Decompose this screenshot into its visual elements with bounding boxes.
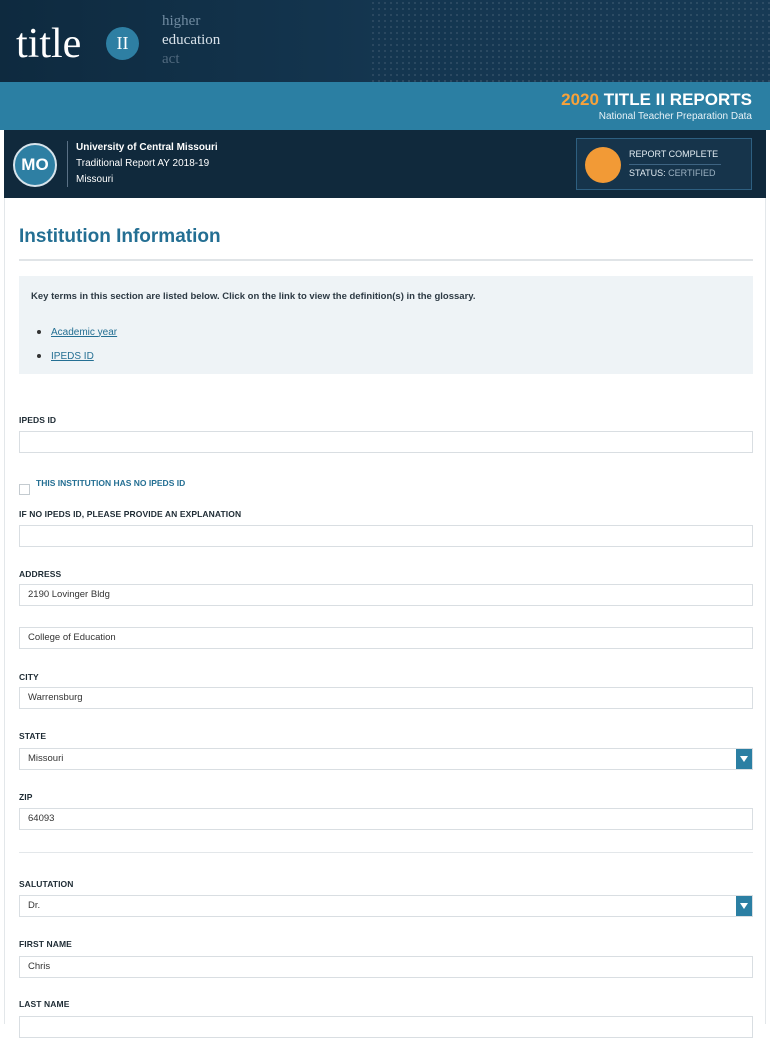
- academic-year-link[interactable]: Academic year: [51, 326, 118, 338]
- first-name-input[interactable]: Chris: [19, 956, 753, 978]
- reports-title-text: TITLE II REPORTS: [603, 90, 752, 109]
- no-ipeds-label: THIS INSTITUTION HAS NO IPEDS ID: [36, 478, 186, 488]
- first-name-label: FIRST NAME: [19, 939, 72, 949]
- main-content: [4, 198, 766, 1024]
- logo-word: title: [16, 21, 82, 67]
- glossary-links: [37, 320, 117, 368]
- divider: [67, 141, 68, 187]
- chevron-down-icon[interactable]: [736, 896, 752, 916]
- glossary-info-box: [19, 276, 753, 374]
- status-value: CERTIFIED: [668, 168, 716, 178]
- report-status-box: [576, 138, 752, 190]
- logo-line-1: higher: [162, 13, 201, 29]
- status-indicator-icon: [585, 147, 621, 183]
- logo-text: [162, 12, 220, 69]
- state-label: STATE: [19, 731, 47, 741]
- reports-title: [561, 90, 752, 110]
- institution-bar: [4, 130, 766, 198]
- list-item: [37, 344, 117, 368]
- reports-subtitle: National Teacher Preparation Data: [598, 111, 752, 122]
- salutation-label: SALUTATION: [19, 879, 74, 889]
- logo-line-3: act: [162, 51, 180, 67]
- state-badge: MO: [13, 143, 57, 187]
- address-line-2-input[interactable]: College of Education: [19, 627, 753, 649]
- no-ipeds-checkbox[interactable]: [19, 484, 30, 495]
- zip-input[interactable]: 64093: [19, 808, 753, 830]
- state-select[interactable]: [19, 748, 753, 770]
- status-label: STATUS:: [629, 168, 669, 178]
- bullet-icon: [37, 354, 41, 358]
- city-input[interactable]: Warrensburg: [19, 687, 753, 709]
- reports-year: 2020: [561, 90, 599, 109]
- title-divider: [19, 259, 753, 261]
- logo-line-2: education: [162, 32, 221, 48]
- explanation-input[interactable]: [19, 525, 753, 547]
- salutation-select[interactable]: [19, 895, 753, 917]
- zip-label: ZIP: [19, 792, 33, 802]
- ipeds-id-input[interactable]: [19, 431, 753, 453]
- glossary-info-text: Key terms in this section are listed below. Click on the link to view the definition(s) in the glossary.: [31, 291, 476, 302]
- top-banner: [0, 0, 770, 82]
- chevron-down-icon[interactable]: [736, 749, 752, 769]
- salutation-select-value: Dr.: [28, 900, 41, 911]
- logo-numeral-badge: II: [106, 27, 139, 60]
- report-type: Traditional Report AY 2018-19: [76, 158, 210, 169]
- last-name-label: LAST NAME: [19, 999, 70, 1009]
- city-label: CITY: [19, 672, 39, 682]
- section-divider: [19, 852, 753, 853]
- last-name-input[interactable]: [19, 1016, 753, 1038]
- state-select-value: Missouri: [28, 753, 64, 764]
- address-label: ADDRESS: [19, 569, 62, 579]
- explanation-label: IF NO IPEDS ID, PLEASE PROVIDE AN EXPLANATION: [19, 509, 242, 519]
- status-text: [629, 168, 716, 178]
- banner-pattern: [370, 0, 770, 82]
- bullet-icon: [37, 330, 41, 334]
- ipeds-id-link[interactable]: IPEDS ID: [51, 350, 94, 362]
- institution-details: [76, 140, 218, 188]
- institution-name: University of Central Missouri: [76, 142, 218, 153]
- reports-bar: [0, 82, 770, 130]
- institution-state: Missouri: [76, 174, 114, 185]
- ipeds-id-label: IPEDS ID: [19, 415, 57, 425]
- page-title: Institution Information: [19, 226, 221, 247]
- status-complete-label: REPORT COMPLETE: [629, 149, 719, 159]
- status-divider: [629, 164, 721, 165]
- address-line-1-input[interactable]: 2190 Lovinger Bldg: [19, 584, 753, 606]
- list-item: [37, 320, 117, 344]
